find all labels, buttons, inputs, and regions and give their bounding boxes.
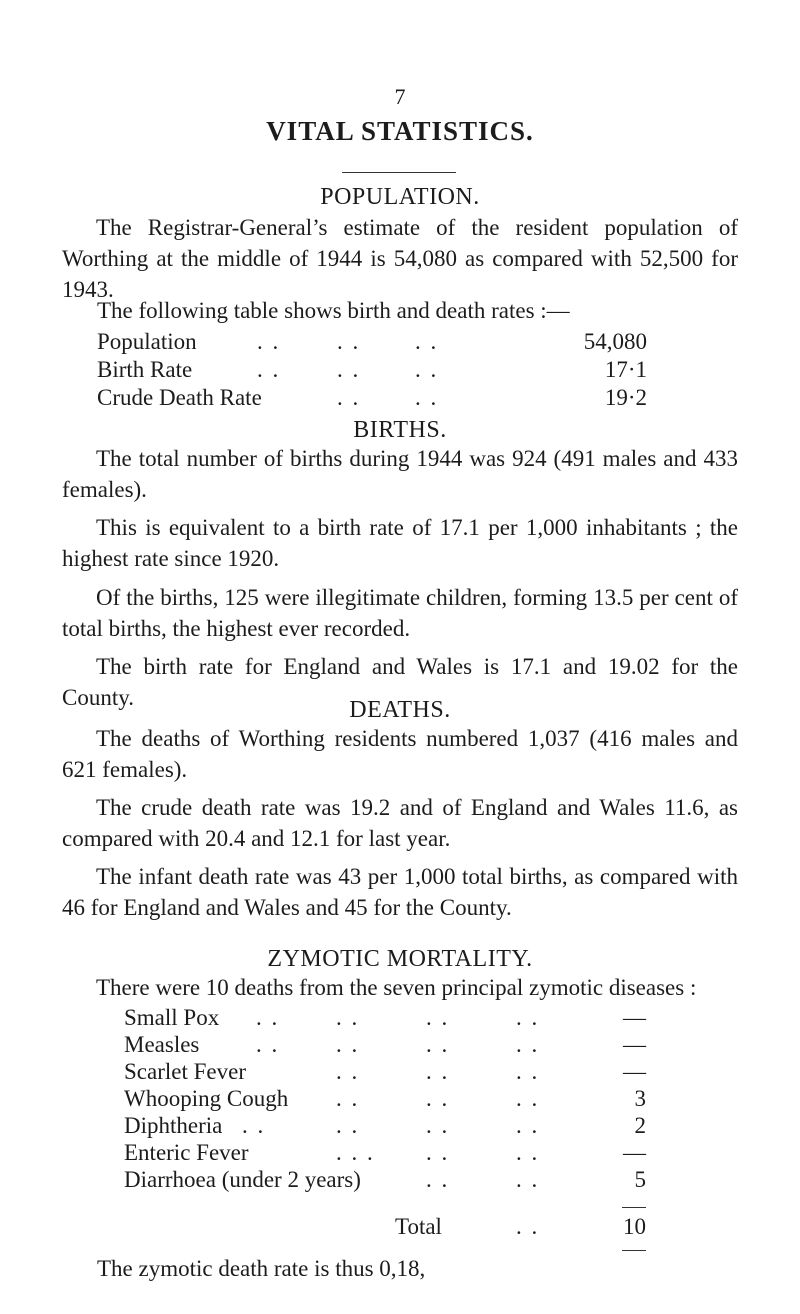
leader-dots: . . [426,1167,450,1192]
disease-row [124,1085,646,1113]
leader-dots: . . [516,1113,540,1138]
leader-dots: . . [426,1059,450,1084]
births-paragraph: The total number of births during 1944 was 924 (491 males and 433 females). [62,446,738,502]
disease-count: — [623,1140,646,1165]
total-row [124,1213,646,1241]
leader-dots: . . [415,385,439,410]
zymotic-heading: ZYMOTIC MORTALITY. [267,946,533,972]
leader-dots: . . [516,1140,540,1165]
leader-dots: . . [337,357,361,382]
deaths-paragraph: The deaths of Worthing residents numbered 1,037 (416 males and 621 females). [62,726,738,782]
disease-count: 3 [634,1086,646,1111]
deaths-paragraph: The infant death rate was 43 per 1,000 total births, as compared with 46 for England and Wales and 45 for the County. [62,864,738,920]
leader-dots: . . [256,1005,280,1030]
disease-row [124,1031,646,1059]
leader-dots: . . [516,1032,540,1057]
leader-dots: . . [516,1005,540,1030]
disease-count: 5 [634,1167,646,1192]
disease-label: Scarlet Fever [124,1059,246,1084]
leader-dots: . . [426,1113,450,1138]
rates-row [97,384,647,412]
leader-dots: . . [336,1032,360,1057]
disease-row [124,1139,646,1167]
leader-dots: . . [426,1032,450,1057]
rates-row [97,328,647,356]
zymotic-intro: There were 10 deaths from the seven principal zymotic diseases : [96,975,697,1000]
leader-dots: . . [516,1214,540,1239]
disease-label: Enteric Fever [124,1140,249,1165]
total-rule [622,1207,646,1208]
leader-dots: . . [336,1059,360,1084]
disease-label: Whooping Cough [124,1086,289,1111]
disease-row [124,1004,646,1032]
disease-count: 2 [634,1113,646,1138]
leader-dots: . . [337,385,361,410]
rate-value: 19·2 [604,385,647,410]
rates-row [97,356,647,384]
rate-label: Crude Death Rate [97,385,262,410]
births-paragraph: The birth rate for England and Wales is 17.1 and 19.02 for the County. [62,654,738,710]
leader-dots: . . [257,329,281,354]
page-number: 7 [394,84,406,109]
title-divider [342,172,456,173]
leader-dots: . . [336,1086,360,1111]
births-heading: BIRTHS. [353,417,447,443]
leader-dots: . . . [336,1140,375,1165]
disease-label: Small Pox [124,1005,220,1030]
disease-row [124,1166,646,1194]
zymotic-closing: The zymotic death rate is thus 0,18, [97,1256,426,1281]
leader-dots: . . [426,1086,450,1111]
leader-dots: . . [336,1113,360,1138]
leader-dots: . . [242,1113,266,1138]
leader-dots: . . [415,329,439,354]
disease-label: Diarrhoea (under 2 years) [124,1167,361,1192]
disease-row [124,1058,646,1086]
deaths-paragraph: The crude death rate was 19.2 and of England and Wales 11.6, as compared with 20.4 and 12.1 for last year. [62,795,738,851]
births-paragraph: This is equivalent to a birth rate of 17.1 per 1,000 inhabitants ; the highest rate since 1920. [62,515,738,571]
total-label: Total [395,1214,442,1239]
leader-dots: . . [257,357,281,382]
leader-dots: . . [516,1167,540,1192]
rate-label: Population [97,329,197,354]
leader-dots: . . [415,357,439,382]
total-count: 10 [623,1214,646,1239]
disease-count: — [623,1059,646,1084]
leader-dots: . . [336,1005,360,1030]
population-paragraph: The Registrar-General’s estimate of the resident population of Worthing at the middle of 1944 is 54,080 as compared with 52,500 for 1943. [62,215,738,302]
disease-count: — [623,1032,646,1057]
leader-dots: . . [256,1032,280,1057]
deaths-heading: DEATHS. [349,697,451,723]
leader-dots: . . [516,1059,540,1084]
leader-dots: . . [516,1086,540,1111]
total-underline [622,1250,646,1251]
disease-label: Measles [124,1032,200,1057]
population-heading: POPULATION. [320,184,480,210]
leader-dots: . . [337,329,361,354]
rate-label: Birth Rate [97,357,193,382]
leader-dots: . . [426,1005,450,1030]
page-title: VITAL STATISTICS. [266,116,534,146]
disease-count: — [623,1005,646,1030]
rate-value: 54,080 [583,329,647,354]
disease-label: Diphtheria [124,1113,223,1138]
disease-row [124,1112,646,1140]
leader-dots: . . [426,1140,450,1165]
births-paragraph: Of the births, 125 were illegitimate children, forming 13.5 per cent of total births, the highest ever recorded. [62,585,738,641]
rate-value: 17·1 [604,357,647,382]
rates-table-intro: The following table shows birth and death rates :— [97,298,570,323]
